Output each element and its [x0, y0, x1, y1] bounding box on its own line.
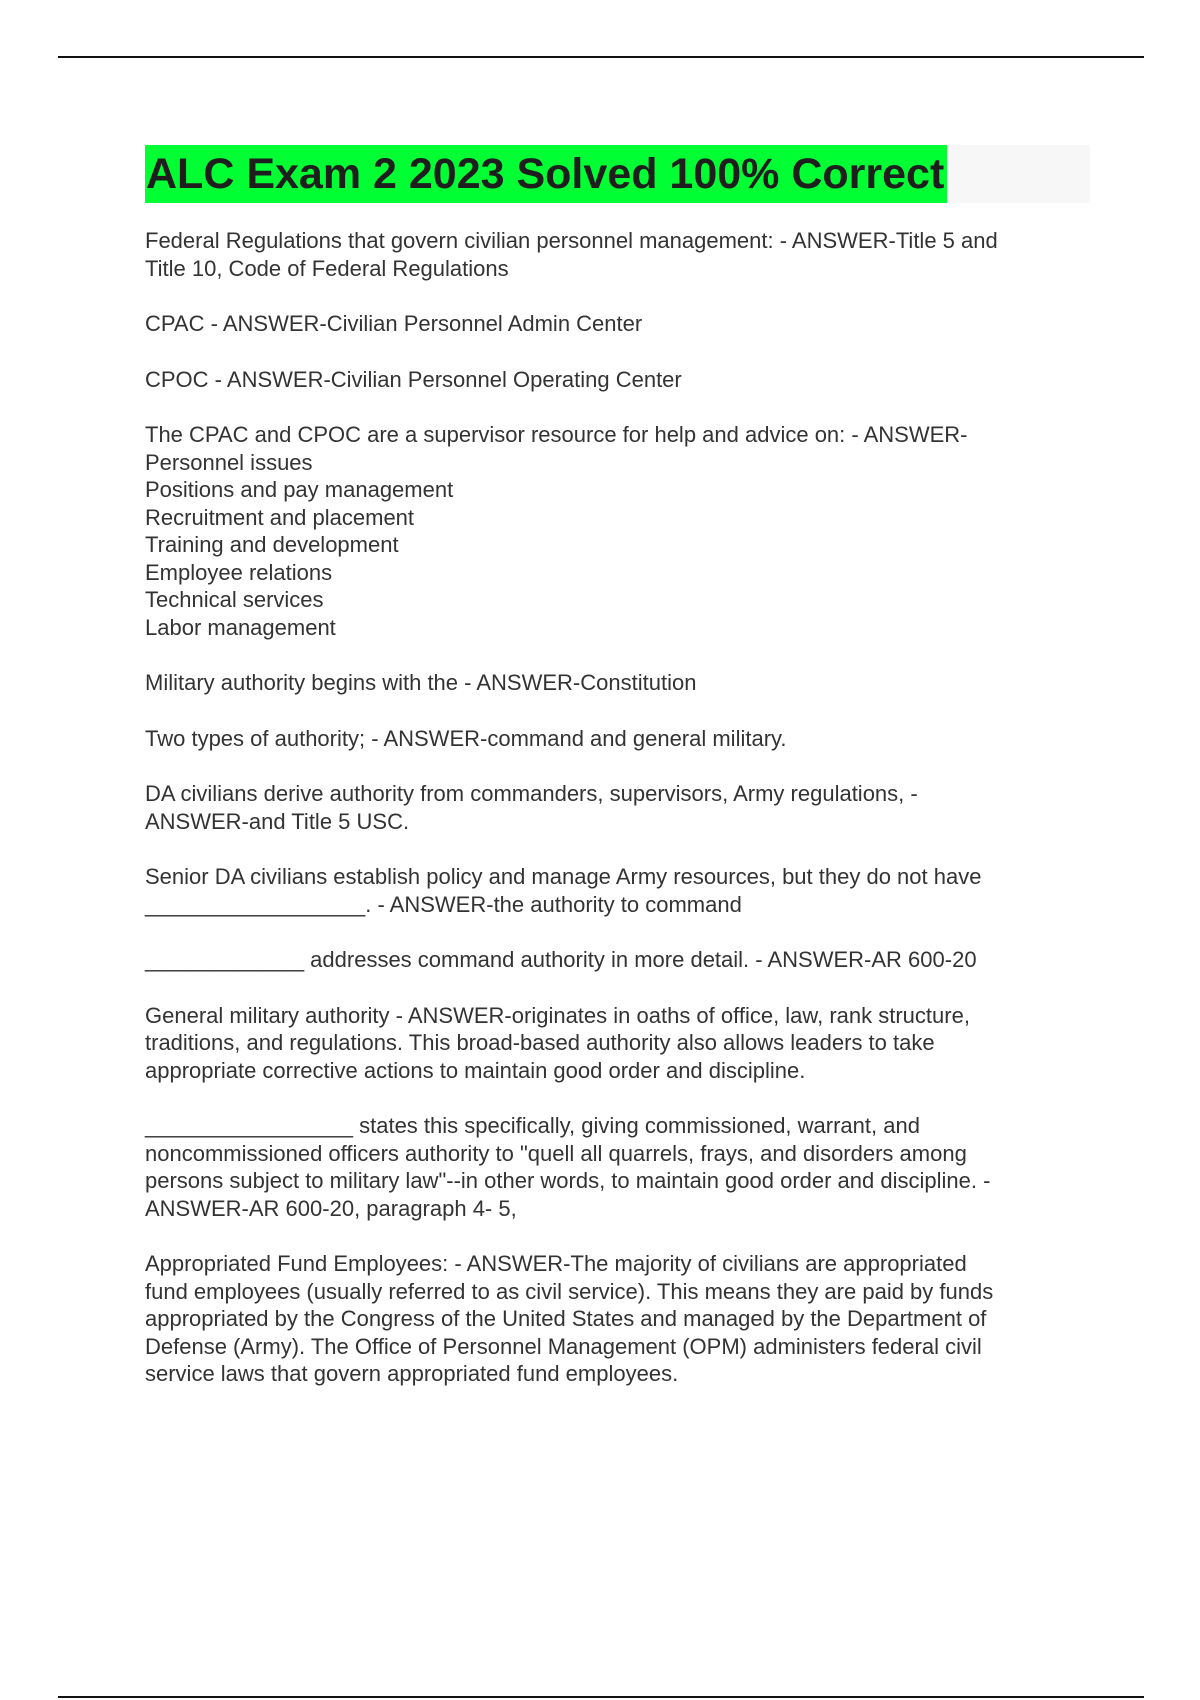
- qa-entry-command-authority-detail: _____________ addresses command authority in more detail. - ANSWER-AR 600-20: [145, 947, 977, 972]
- header-rule: [58, 56, 1144, 58]
- qa-entry-cpac: CPAC - ANSWER-Civilian Personnel Admin Center: [145, 311, 643, 336]
- qa-entry-quell-quarrels: _________________ states this specifically, giving commissioned, warrant, and noncommissioned officers authority to "quell all quarrels, frays, and disorders among persons subject to military law"--in other words, to maintain good order and discipline. - ANSWER-AR 600-20, paragraph 4- 5,: [145, 1113, 991, 1221]
- qa-entry-supervisor-resource: The CPAC and CPOC are a supervisor resource for help and advice on: - ANSWER- Personnel issues Positions and pay management Recruitment and placement Training and development Employee relations Technical services Labor management: [145, 422, 968, 640]
- footer-rule: [58, 1696, 1144, 1698]
- qa-entry-general-military-authority: General military authority - ANSWER-originates in oaths of office, law, rank structure, traditions, and regulations. This broad-based authority also allows leaders to take appropriate corrective actions to maintain good order and discipline.: [145, 1002, 970, 1083]
- qa-entry-senior-da-civilians: Senior DA civilians establish policy and manage Army resources, but they do not have __________________. - ANSWER-the authority to command: [145, 864, 982, 917]
- qa-entry-da-civilians-authority: DA civilians derive authority from commanders, supervisors, Army regulations, - ANSWER-and Title 5 USC.: [145, 781, 918, 834]
- qa-entry-military-authority: Military authority begins with the - ANSWER-Constitution: [145, 670, 697, 695]
- qa-entry-federal-regulations: Federal Regulations that govern civilian personnel management: - ANSWER-Title 5 and Title 10, Code of Federal Regulations: [145, 228, 998, 281]
- qa-entry-types-of-authority: Two types of authority; - ANSWER-command and general military.: [145, 725, 787, 751]
- qa-entry-cpoc: CPOC - ANSWER-Civilian Personnel Operating Center: [145, 366, 682, 392]
- document-body: [145, 145, 1090, 1416]
- document-title: ALC Exam 2 2023 Solved 100% Correct: [145, 145, 947, 203]
- qa-entry-appropriated-fund: Appropriated Fund Employees: - ANSWER-The majority of civilians are appropriated fund employees (usually referred to as civil service). This means they are paid by funds appropriated by the Congress of the United States and managed by the Department of Defense (Army). The Office of Personnel Management (OPM) administers federal civil service laws that govern appropriated fund employees.: [145, 1251, 994, 1386]
- title-bar: [145, 145, 1090, 203]
